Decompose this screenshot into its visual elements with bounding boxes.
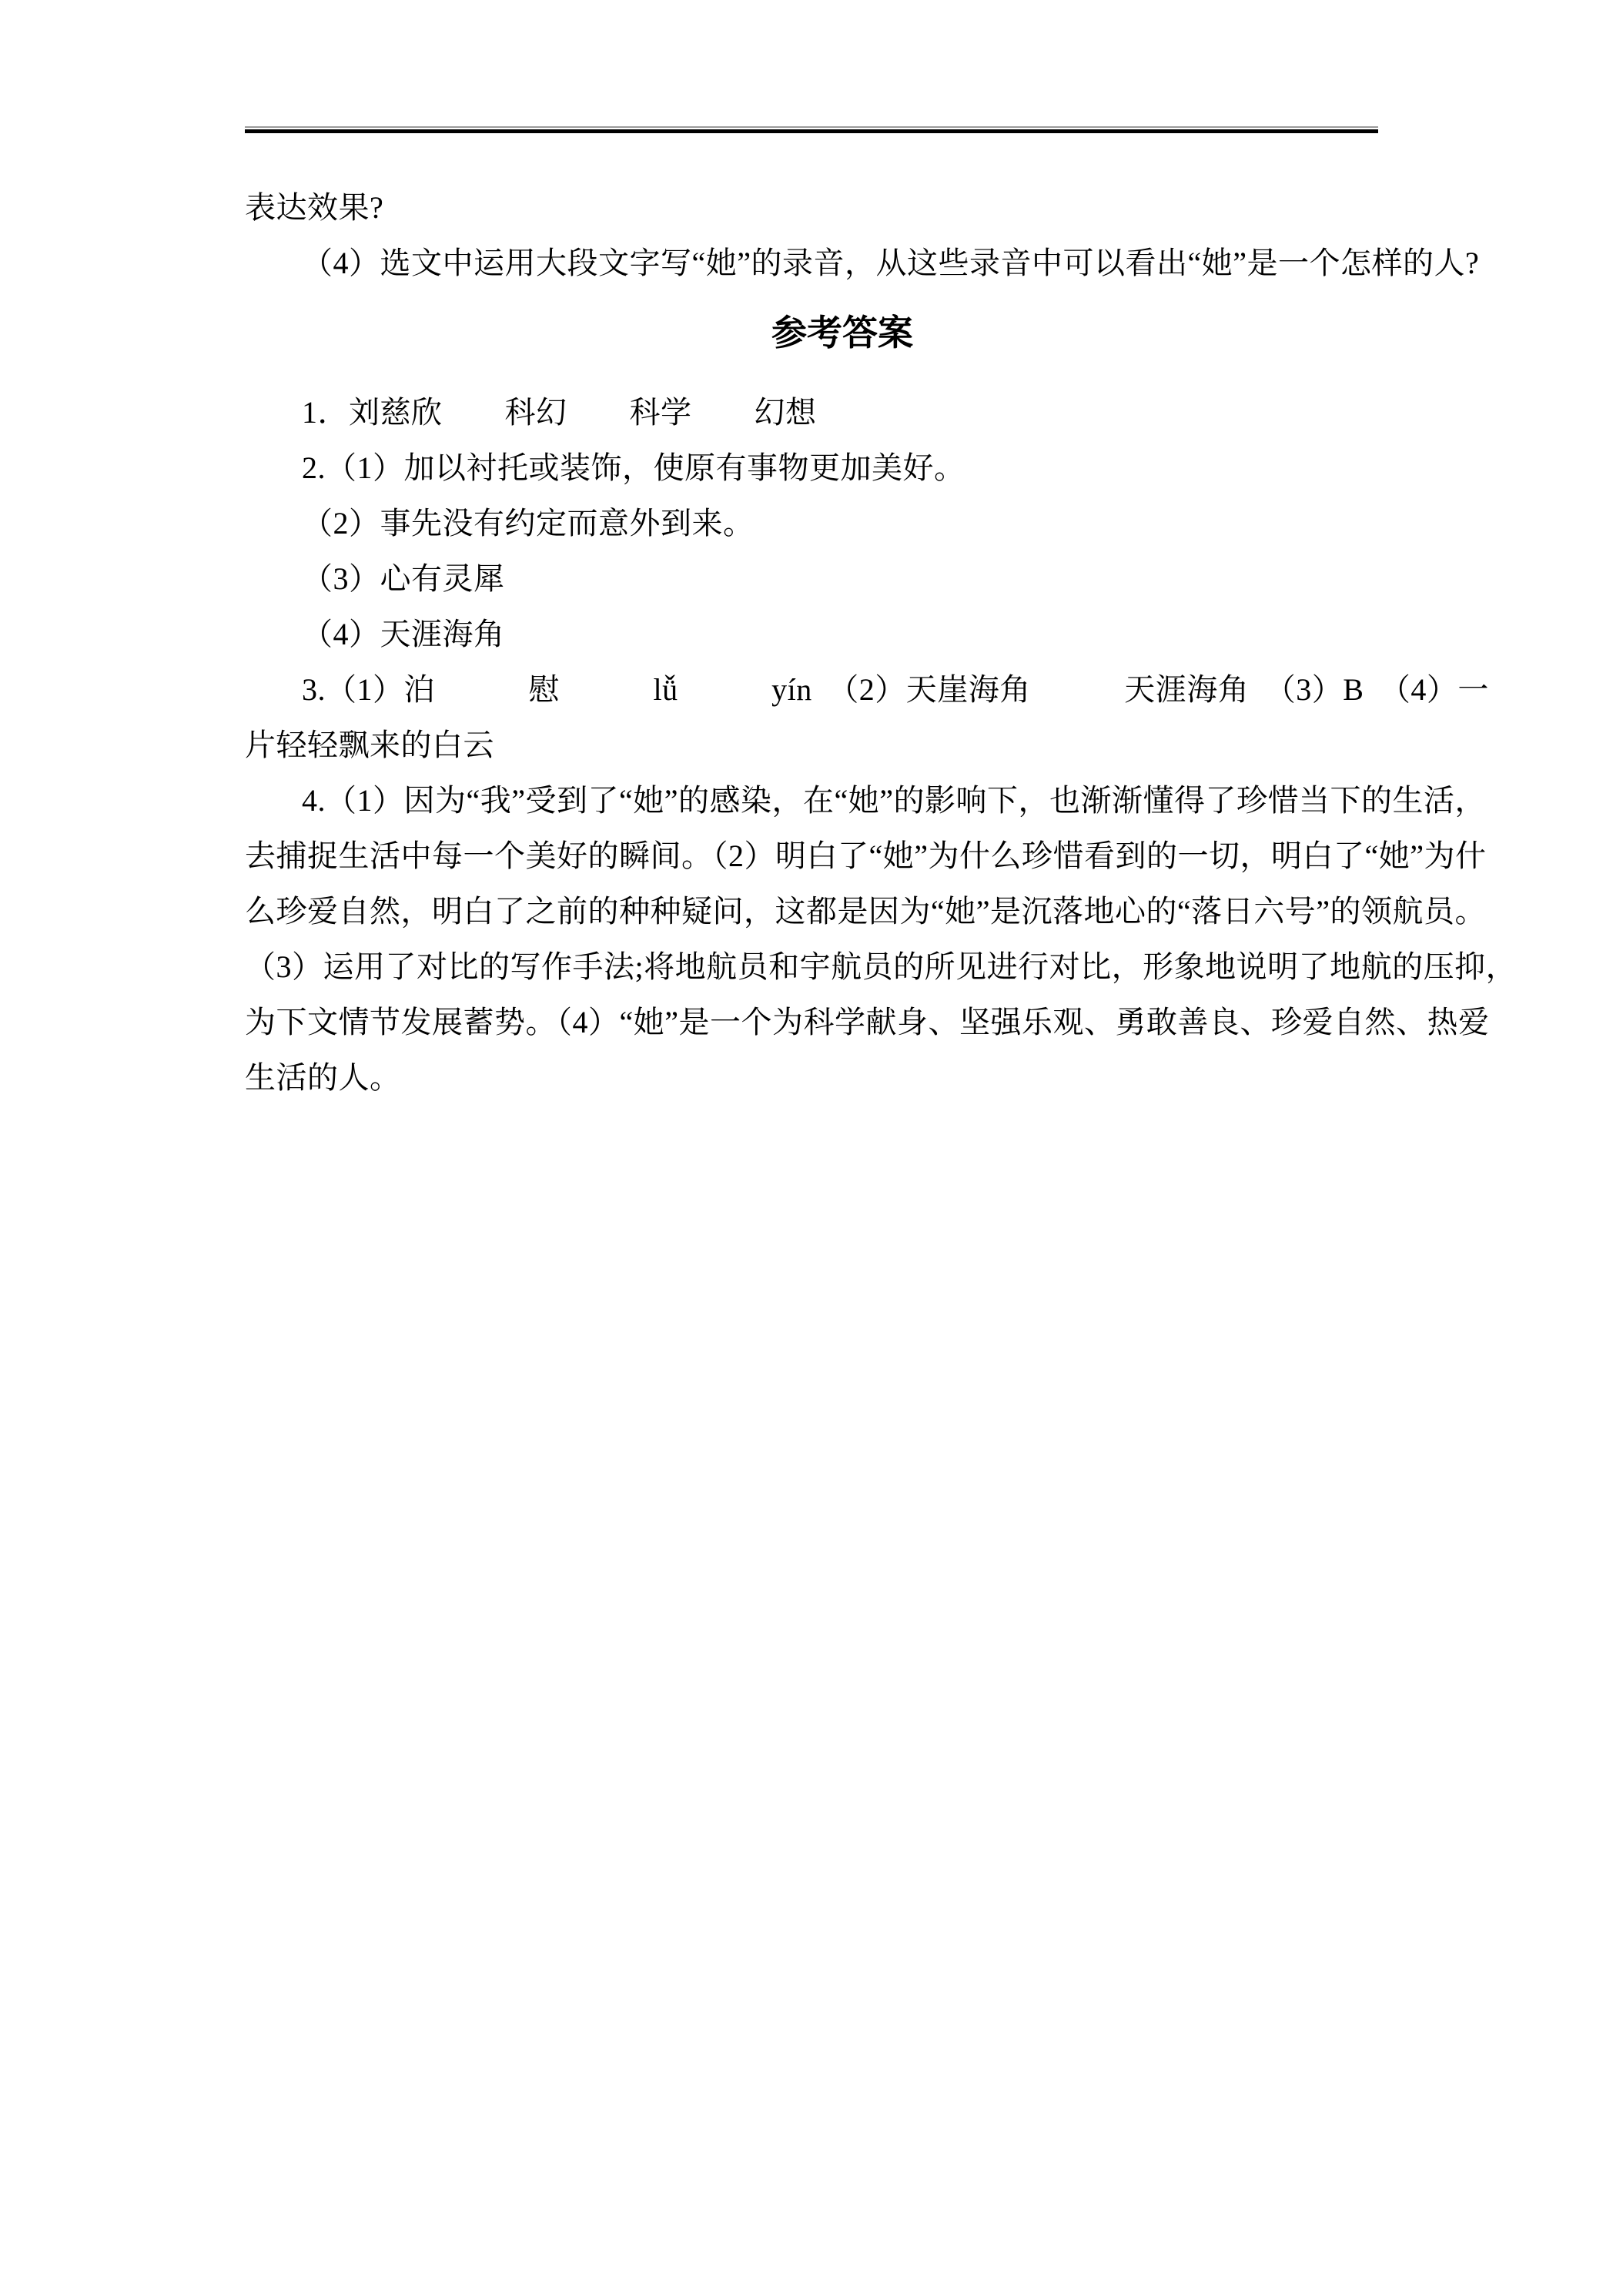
answer-line-4-f: 生活的人。 xyxy=(245,1060,401,1095)
answer-line-2-3: （3）心有灵犀 xyxy=(302,561,505,596)
text-line-expression-effect: 表达效果? xyxy=(245,190,384,225)
text-line-question-4: （4）选文中运用大段文字写“她”的录音，从这些录音中可以看出“她”是一个怎样的人? xyxy=(302,246,1480,280)
answer-line-4-a: 4.（1）因为“我”受到了“她”的感染，在“她”的影响下，也渐渐懂得了珍惜当下的生活， xyxy=(302,783,1487,818)
answer-line-4-d: （3）运用了对比的写作手法;将地航员和宇航员的所见进行对比，形象地说明了地航的压抑， xyxy=(245,949,1518,984)
answer-line-2-4: （4）天涯海角 xyxy=(302,617,505,651)
page-title: 参考答案 xyxy=(771,313,913,353)
answer-line-2-2: （2）事先没有约定而意外到来。 xyxy=(302,506,755,541)
header-rule xyxy=(245,126,1378,133)
answer-line-2-1: 2.（1）加以衬托或装饰，使原有事物更加美好。 xyxy=(302,450,965,485)
answer-line-4-c: 么珍爱自然，明白了之前的种种疑问，这都是因为“她”是沉落地心的“落日六号”的领航员。 xyxy=(245,894,1487,929)
answer-line-3: 3.（1）泊 慰 lǚ yín （2）天崖海角 天涯海角 （3）B （4）一 xyxy=(302,672,1489,707)
answer-line-3-continuation: 片轻轻飘来的白云 xyxy=(245,728,494,762)
answer-line-1: 1．刘慈欣 科幻 科学 幻想 xyxy=(302,395,817,430)
page-content xyxy=(245,0,1518,1106)
answer-line-4-e: 为下文情节发展蓄势。（4）“她”是一个为科学献身、坚强乐观、勇敢善良、珍爱自然、热爱 xyxy=(245,1005,1490,1039)
answer-line-4-b: 去捕捉生活中每一个美好的瞬间。（2）明白了“她”为什么珍惜看到的一切，明白了“她”为什 xyxy=(245,838,1487,873)
